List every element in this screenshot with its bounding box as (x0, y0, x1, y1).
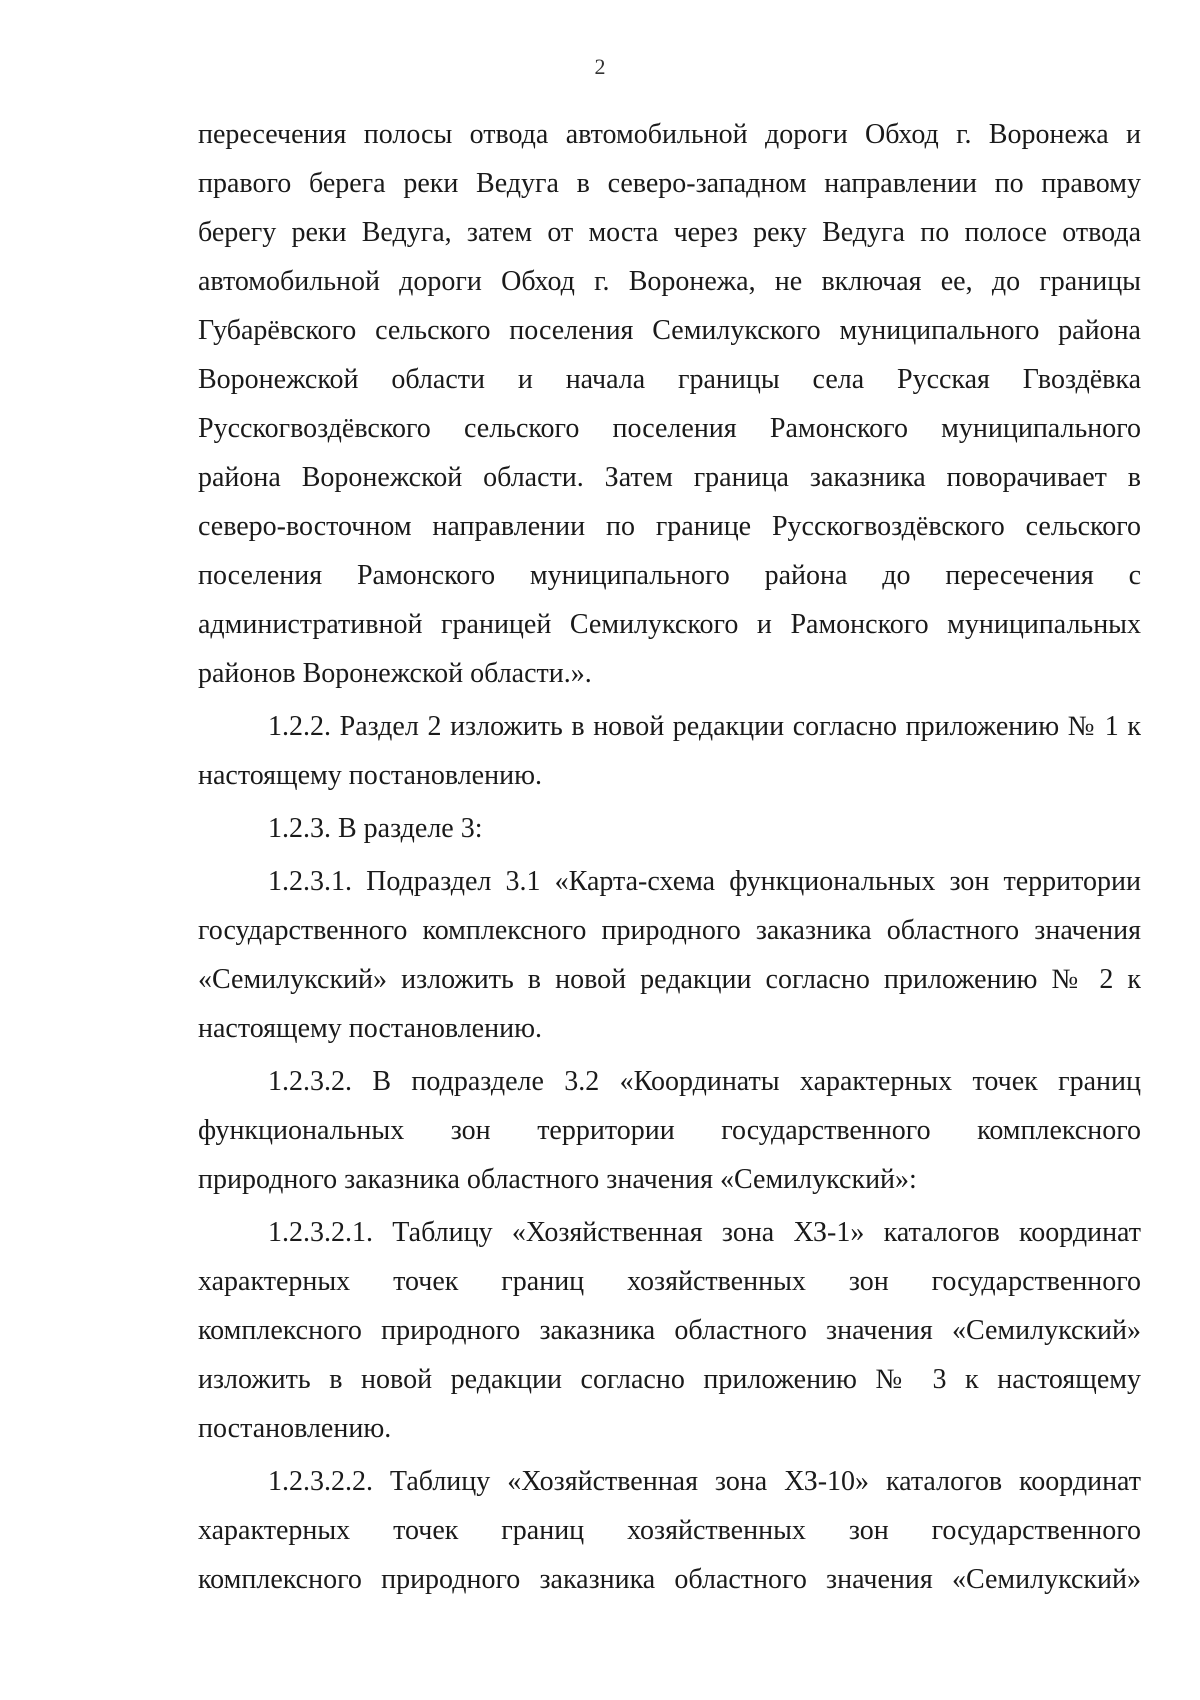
text-line: 1.2.3.2. В подразделе 3.2 «Координаты характерных точек границ (268, 1066, 1141, 1097)
text-line: постановлению. (198, 1413, 392, 1444)
text-line: 1.2.3. В разделе 3: (268, 813, 483, 844)
text-line: «Семилукский» изложить в новой редакции согласно приложению № 2 к (198, 964, 1141, 995)
text-line: автомобильной дороги Обход г. Воронежа, не включая ее, до границы (198, 266, 1141, 297)
text-line: функциональных зон территории государственного комплексного (198, 1115, 1141, 1146)
text-line: 1.2.3.2.2. Таблицу «Хозяйственная зона ХЗ-10» каталогов координат (268, 1466, 1141, 1497)
text-line: административной границей Семилукского и Рамонского муниципальных (198, 609, 1141, 640)
text-line: поселения Рамонского муниципального района до пересечения с (198, 560, 1141, 591)
paragraph-1-2-3-1 (198, 857, 1141, 1053)
text-line: берегу реки Ведуга, затем от моста через реку Ведуга по полосе отвода (198, 217, 1141, 248)
paragraph-1-2-3-2-1 (198, 1208, 1141, 1453)
text-line: государственного комплексного природного заказника областного значения (198, 915, 1141, 946)
text-line: пересечения полосы отвода автомобильной дороги Обход г. Воронежа и (198, 119, 1141, 150)
text-line: характерных точек границ хозяйственных зон государственного (198, 1266, 1141, 1297)
text-line: изложить в новой редакции согласно приложению № 3 к настоящему (198, 1364, 1141, 1395)
text-line: правого берега реки Ведуга в северо-западном направлении по правому (198, 168, 1141, 199)
text-line: северо-восточном направлении по границе Русскогвоздёвского сельского (198, 511, 1141, 542)
text-line: комплексного природного заказника областного значения «Семилукский» (198, 1315, 1141, 1346)
page-number: 2 (594, 54, 606, 79)
text-line: настоящему постановлению. (198, 1013, 542, 1044)
text-line: района Воронежской области. Затем граница заказника поворачивает в (198, 462, 1141, 493)
text-line: настоящему постановлению. (198, 760, 542, 791)
paragraph-1-2-3-2-2 (198, 1457, 1141, 1604)
paragraph-continuation (198, 110, 1141, 698)
paragraph-1-2-3-2 (198, 1057, 1141, 1204)
text-line: 1.2.3.2.1. Таблицу «Хозяйственная зона ХЗ-1» каталогов координат (268, 1217, 1141, 1248)
text-line: районов Воронежской области.». (198, 658, 592, 689)
text-line: 1.2.3.1. Подраздел 3.1 «Карта-схема функциональных зон территории (268, 866, 1141, 897)
paragraph-1-2-2 (198, 702, 1141, 800)
text-line: Русскогвоздёвского сельского поселения Рамонского муниципального (198, 413, 1141, 444)
text-line: Воронежской области и начала границы села Русская Гвоздёвка (198, 364, 1141, 395)
paragraph-1-2-3 (198, 804, 1141, 853)
text-line: комплексного природного заказника областного значения «Семилукский» (198, 1564, 1141, 1595)
document-body (198, 110, 1141, 1604)
text-line: 1.2.2. Раздел 2 изложить в новой редакции согласно приложению № 1 к (268, 711, 1141, 742)
text-line: природного заказника областного значения «Семилукский»: (198, 1164, 917, 1195)
text-line: Губарёвского сельского поселения Семилукского муниципального района (198, 315, 1141, 346)
text-line: характерных точек границ хозяйственных зон государственного (198, 1515, 1141, 1546)
